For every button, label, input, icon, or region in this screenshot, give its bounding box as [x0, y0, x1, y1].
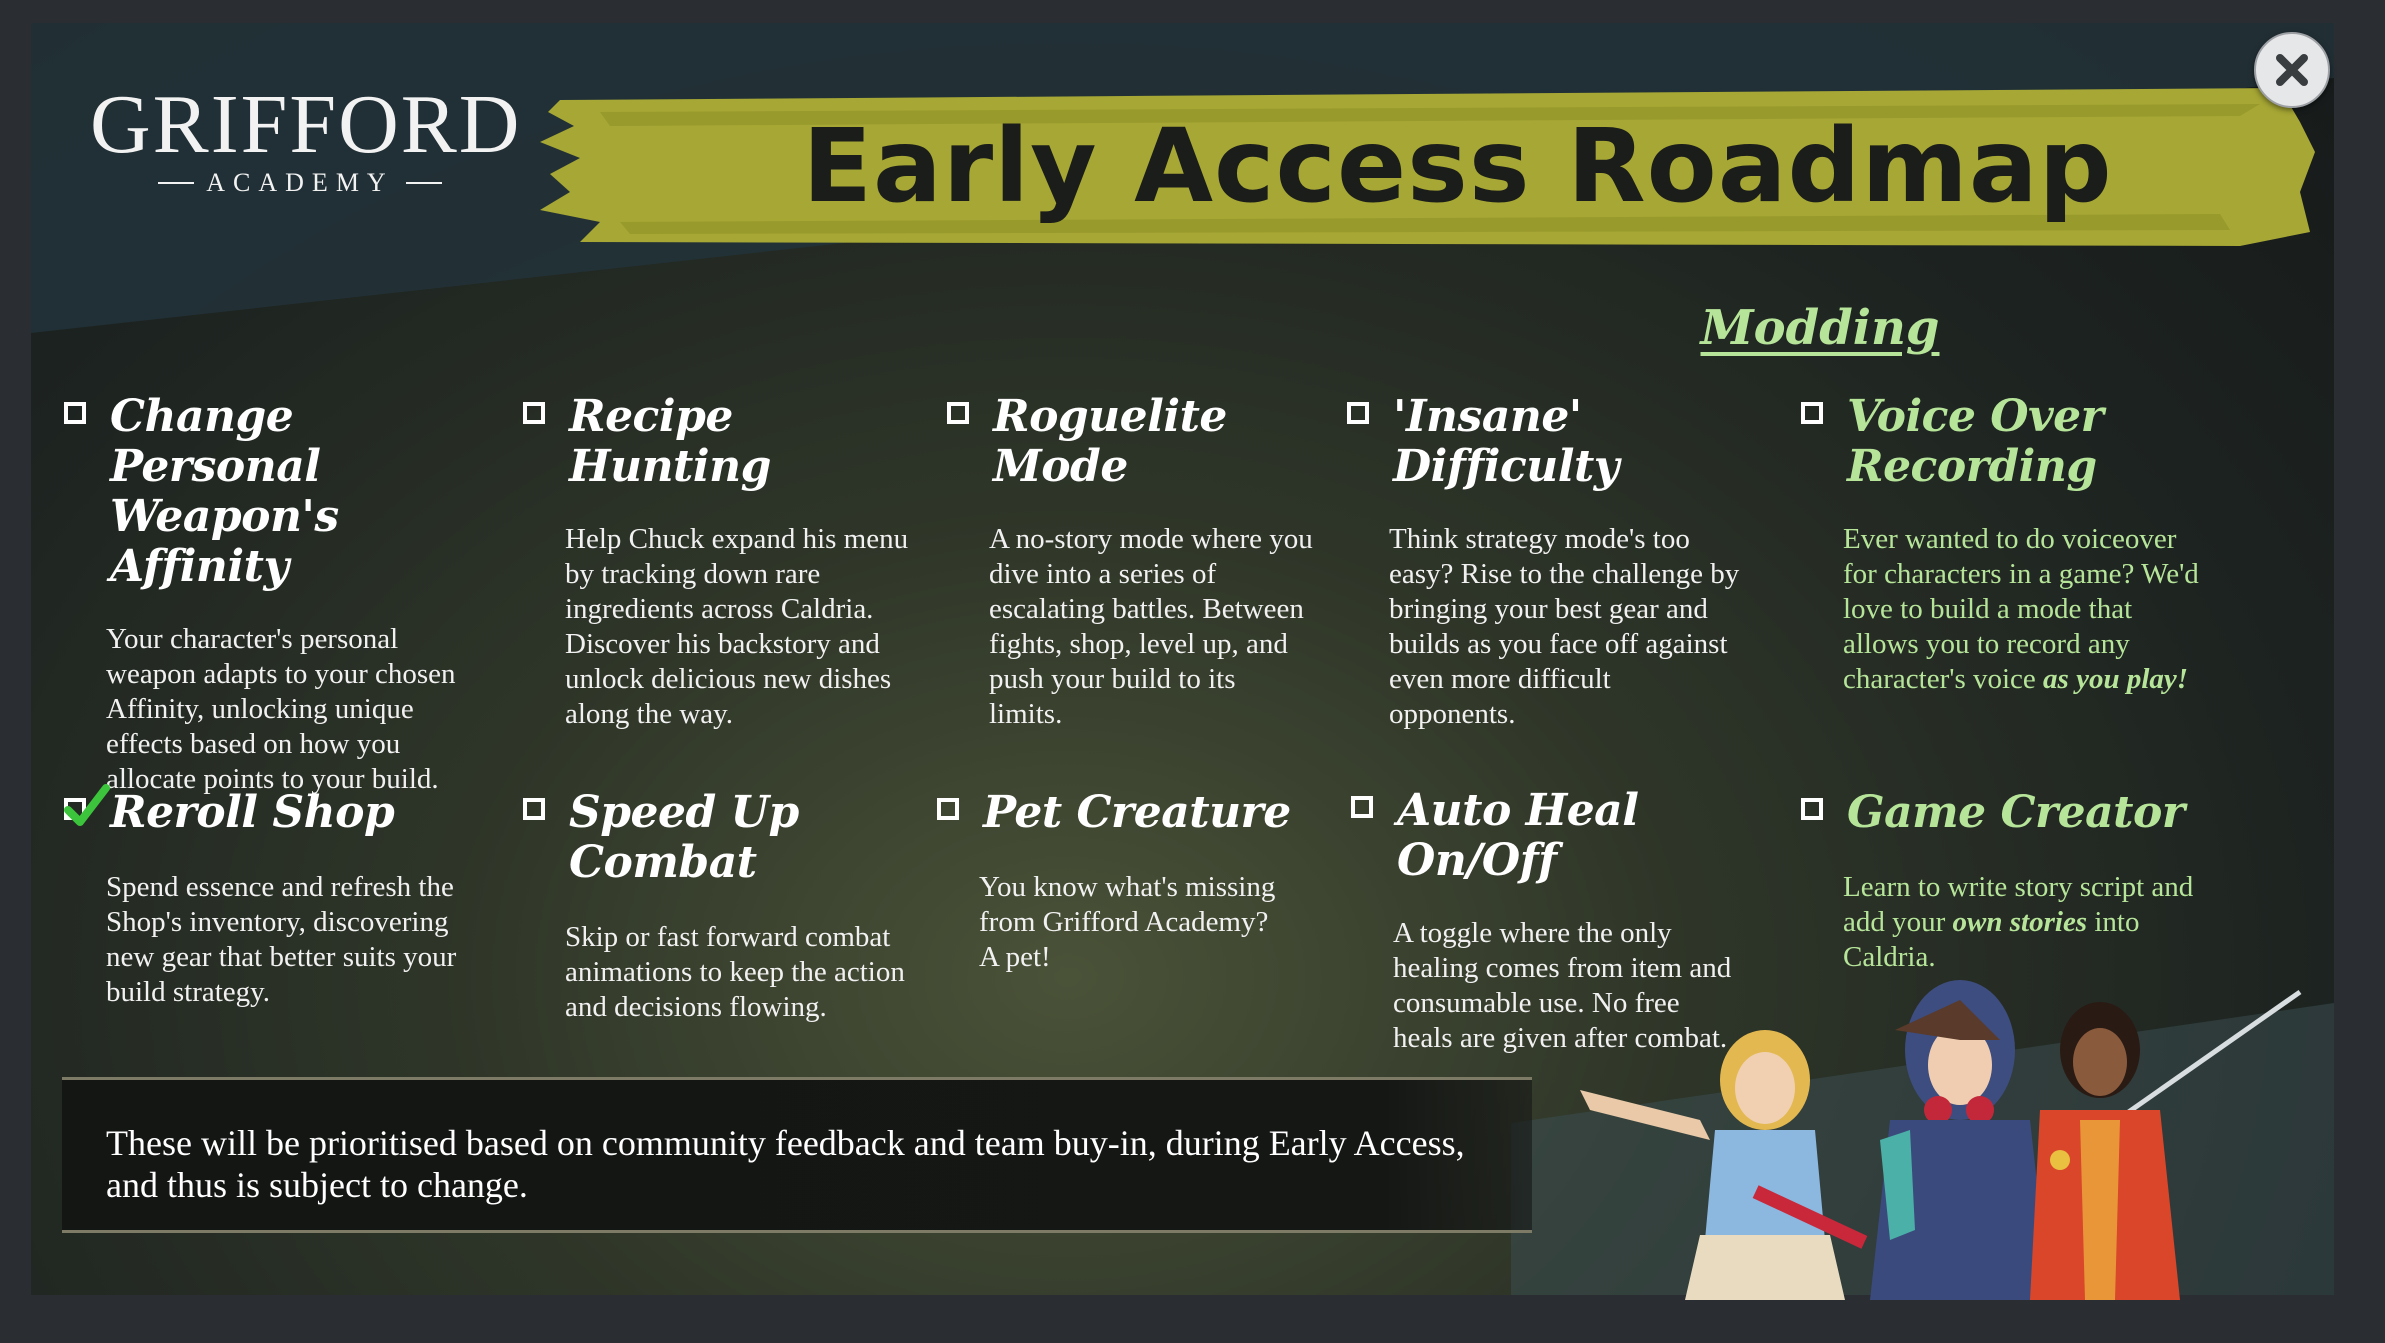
- item-title: Game Creator: [1847, 787, 2185, 838]
- roadmap-item-insane-difficulty: [1347, 392, 1767, 732]
- grifford-academy-logo: [90, 78, 522, 200]
- roadmap-item-roguelite-mode: [947, 392, 1347, 732]
- roadmap-item-recipe-hunting: [523, 392, 943, 732]
- roadmap-item-speed-up-combat: [523, 788, 963, 1025]
- item-title: Pet Creature: [983, 787, 1291, 838]
- item-title: Speed Up Combat: [569, 787, 799, 888]
- item-description: Help Chuck expand his menu by tracking down rare ingredients across Caldria. Discover his backstory and unlock delicious new dishes along the way.: [565, 523, 909, 730]
- item-description: Your character's personal weapon adapts to your chosen Affinity, unlocking unique effects based on how you allocate points to your build.: [106, 623, 456, 795]
- item-title: Hunting: [569, 441, 771, 492]
- item-description: Skip or fast forward combat animations to keep the action and decisions flowing.: [565, 921, 905, 1023]
- checkbox: [1347, 402, 1369, 424]
- checkbox: [523, 402, 545, 424]
- item-title: Change Personal: [110, 391, 321, 492]
- item-description: Think strategy mode's too easy? Rise to the challenge by bringing your best gear and builds as you face off against even more difficult opponents.: [1389, 523, 1740, 730]
- item-title: Difficulty: [1393, 441, 1619, 492]
- item-title: Auto Heal On/Off: [1397, 785, 1639, 886]
- close-icon: [2272, 50, 2312, 90]
- checkbox: [64, 402, 86, 424]
- modding-header: Modding: [1700, 300, 1940, 356]
- item-title: 'Insane': [1393, 391, 1582, 442]
- item-description: Spend essence and refresh the Shop's inventory, discovering new gear that better suits your build strategy.: [106, 871, 457, 1008]
- item-description: A no-story mode where you dive into a series of escalating battles. Between fights, shop, level up, and push your build to its limits.: [989, 523, 1313, 730]
- roadmap-item-voice-over-recording: [1801, 392, 2241, 697]
- close-button[interactable]: [2254, 32, 2330, 108]
- item-title: Recipe: [569, 391, 733, 442]
- logo-subtitle: ACADEMY: [206, 168, 394, 197]
- item-description: You know what's missing from Grifford Academy? A pet!: [979, 871, 1276, 973]
- checkbox: [1351, 796, 1373, 818]
- logo-title: GRIFFORD: [90, 78, 522, 171]
- roadmap-item-pet-creature: [937, 788, 1337, 975]
- item-title: Reroll Shop: [110, 787, 395, 838]
- checkbox-checked: [64, 798, 86, 820]
- page-title: Early Access Roadmap: [802, 106, 2113, 226]
- checkbox: [523, 798, 545, 820]
- item-title: Recording: [1847, 441, 2097, 492]
- item-title: Voice Over: [1847, 391, 2104, 442]
- item-description: Learn to write story script and add your own stories into Caldria.: [1843, 871, 2194, 973]
- roadmap-item-reroll-shop: [64, 788, 504, 1010]
- item-description: Ever wanted to do voiceover for characters in a game? We'd love to build a mode that allows you to record any character's voice as you play!: [1843, 523, 2199, 695]
- item-title: Mode: [993, 441, 1128, 492]
- roadmap-item-game-creator: [1801, 788, 2241, 975]
- title-banner: [540, 82, 2315, 250]
- checkmark-icon: [62, 784, 110, 828]
- checkbox: [1801, 402, 1823, 424]
- checkbox: [947, 402, 969, 424]
- item-title: Weapon's Affinity: [110, 491, 339, 592]
- roadmap-item-weapon-affinity: [64, 392, 484, 797]
- checkbox: [1801, 798, 1823, 820]
- checkbox: [937, 798, 959, 820]
- item-description: A toggle where the only healing comes from item and consumable use. No free heals are given after combat.: [1393, 917, 1732, 1054]
- item-title: Roguelite: [993, 391, 1227, 442]
- disclaimer-text: These will be prioritised based on community feedback and team buy-in, during Early Access, and thus is subject to change.: [106, 1123, 1465, 1205]
- characters-illustration: [1560, 970, 2320, 1300]
